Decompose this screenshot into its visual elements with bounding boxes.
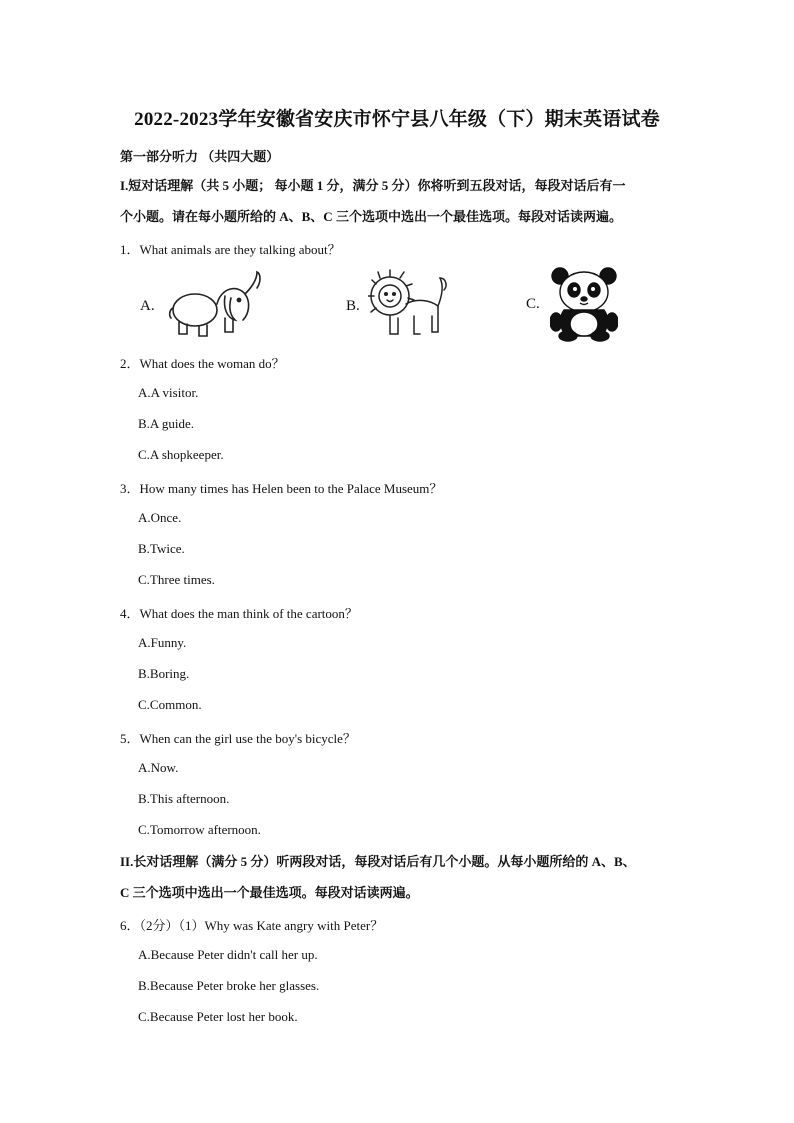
question-2: 2．What does the woman do？ [120, 356, 285, 371]
panda-icon [550, 266, 618, 342]
q4-option-c: C.Common. [138, 697, 202, 712]
elephant-icon [165, 268, 265, 342]
q3-option-c: C.Three times. [138, 572, 215, 587]
question-6: 6．（2分）（1）Why was Kate angry with Peter？ [120, 918, 384, 933]
q5-option-b: B.This afternoon. [138, 791, 230, 806]
section2-line1: II.长对话理解（满分 5 分）听两段对话，每段对话后有几个小题。从每小题所给的 A、B、 [120, 854, 636, 869]
question-4: 4．What does the man think of the cartoon？ [120, 606, 358, 621]
question-5: 5．When can the girl use the boy's bicycle？ [120, 731, 356, 746]
q2-option-c: C.A shopkeeper. [138, 447, 224, 462]
q3-option-a: A.Once. [138, 510, 182, 525]
q2-option-a: A.A visitor. [138, 385, 199, 400]
q4-option-b: B.Boring. [138, 666, 190, 681]
part-heading: 第一部分听力 （共四大题） [120, 149, 280, 164]
lion-icon [368, 266, 452, 340]
page-title: 2022-2023学年安徽省安庆市怀宁县八年级（下）期末英语试卷 [134, 109, 660, 130]
q3-option-b: B.Twice. [138, 541, 185, 556]
q2-option-b: B.A guide. [138, 416, 194, 431]
q5-option-a: A.Now. [138, 760, 179, 775]
q4-option-a: A.Funny. [138, 635, 187, 650]
section2-line2: C 三个选项中选出一个最佳选项。每段对话读两遍。 [120, 885, 419, 900]
q5-option-c: C.Tomorrow afternoon. [138, 822, 261, 837]
q6-option-b: B.Because Peter broke her glasses. [138, 978, 320, 993]
question-3: 3．How many times has Helen been to the Palace Museum？ [120, 481, 443, 496]
question-1: 1．What animals are they talking about？ [120, 242, 341, 257]
q1-option-c-label: C. [526, 296, 540, 312]
q1-option-b-label: B. [346, 298, 360, 314]
q6-option-a: A.Because Peter didn't call her up. [138, 947, 318, 962]
section1-instructions [120, 170, 680, 232]
q1-option-a-label: A. [140, 298, 155, 314]
section2-instructions [120, 846, 680, 908]
q6-option-c: C.Because Peter lost her book. [138, 1009, 298, 1024]
section1-line2: 个小题。请在每小题所给的 A、B、C 三个选项中选出一个最佳选项。每段对话读两遍。 [120, 209, 622, 224]
section1-line1: I.短对话理解（共 5 小题； 每小题 1 分，满分 5 分）你将听到五段对话，每段对话后有一 [120, 178, 626, 193]
